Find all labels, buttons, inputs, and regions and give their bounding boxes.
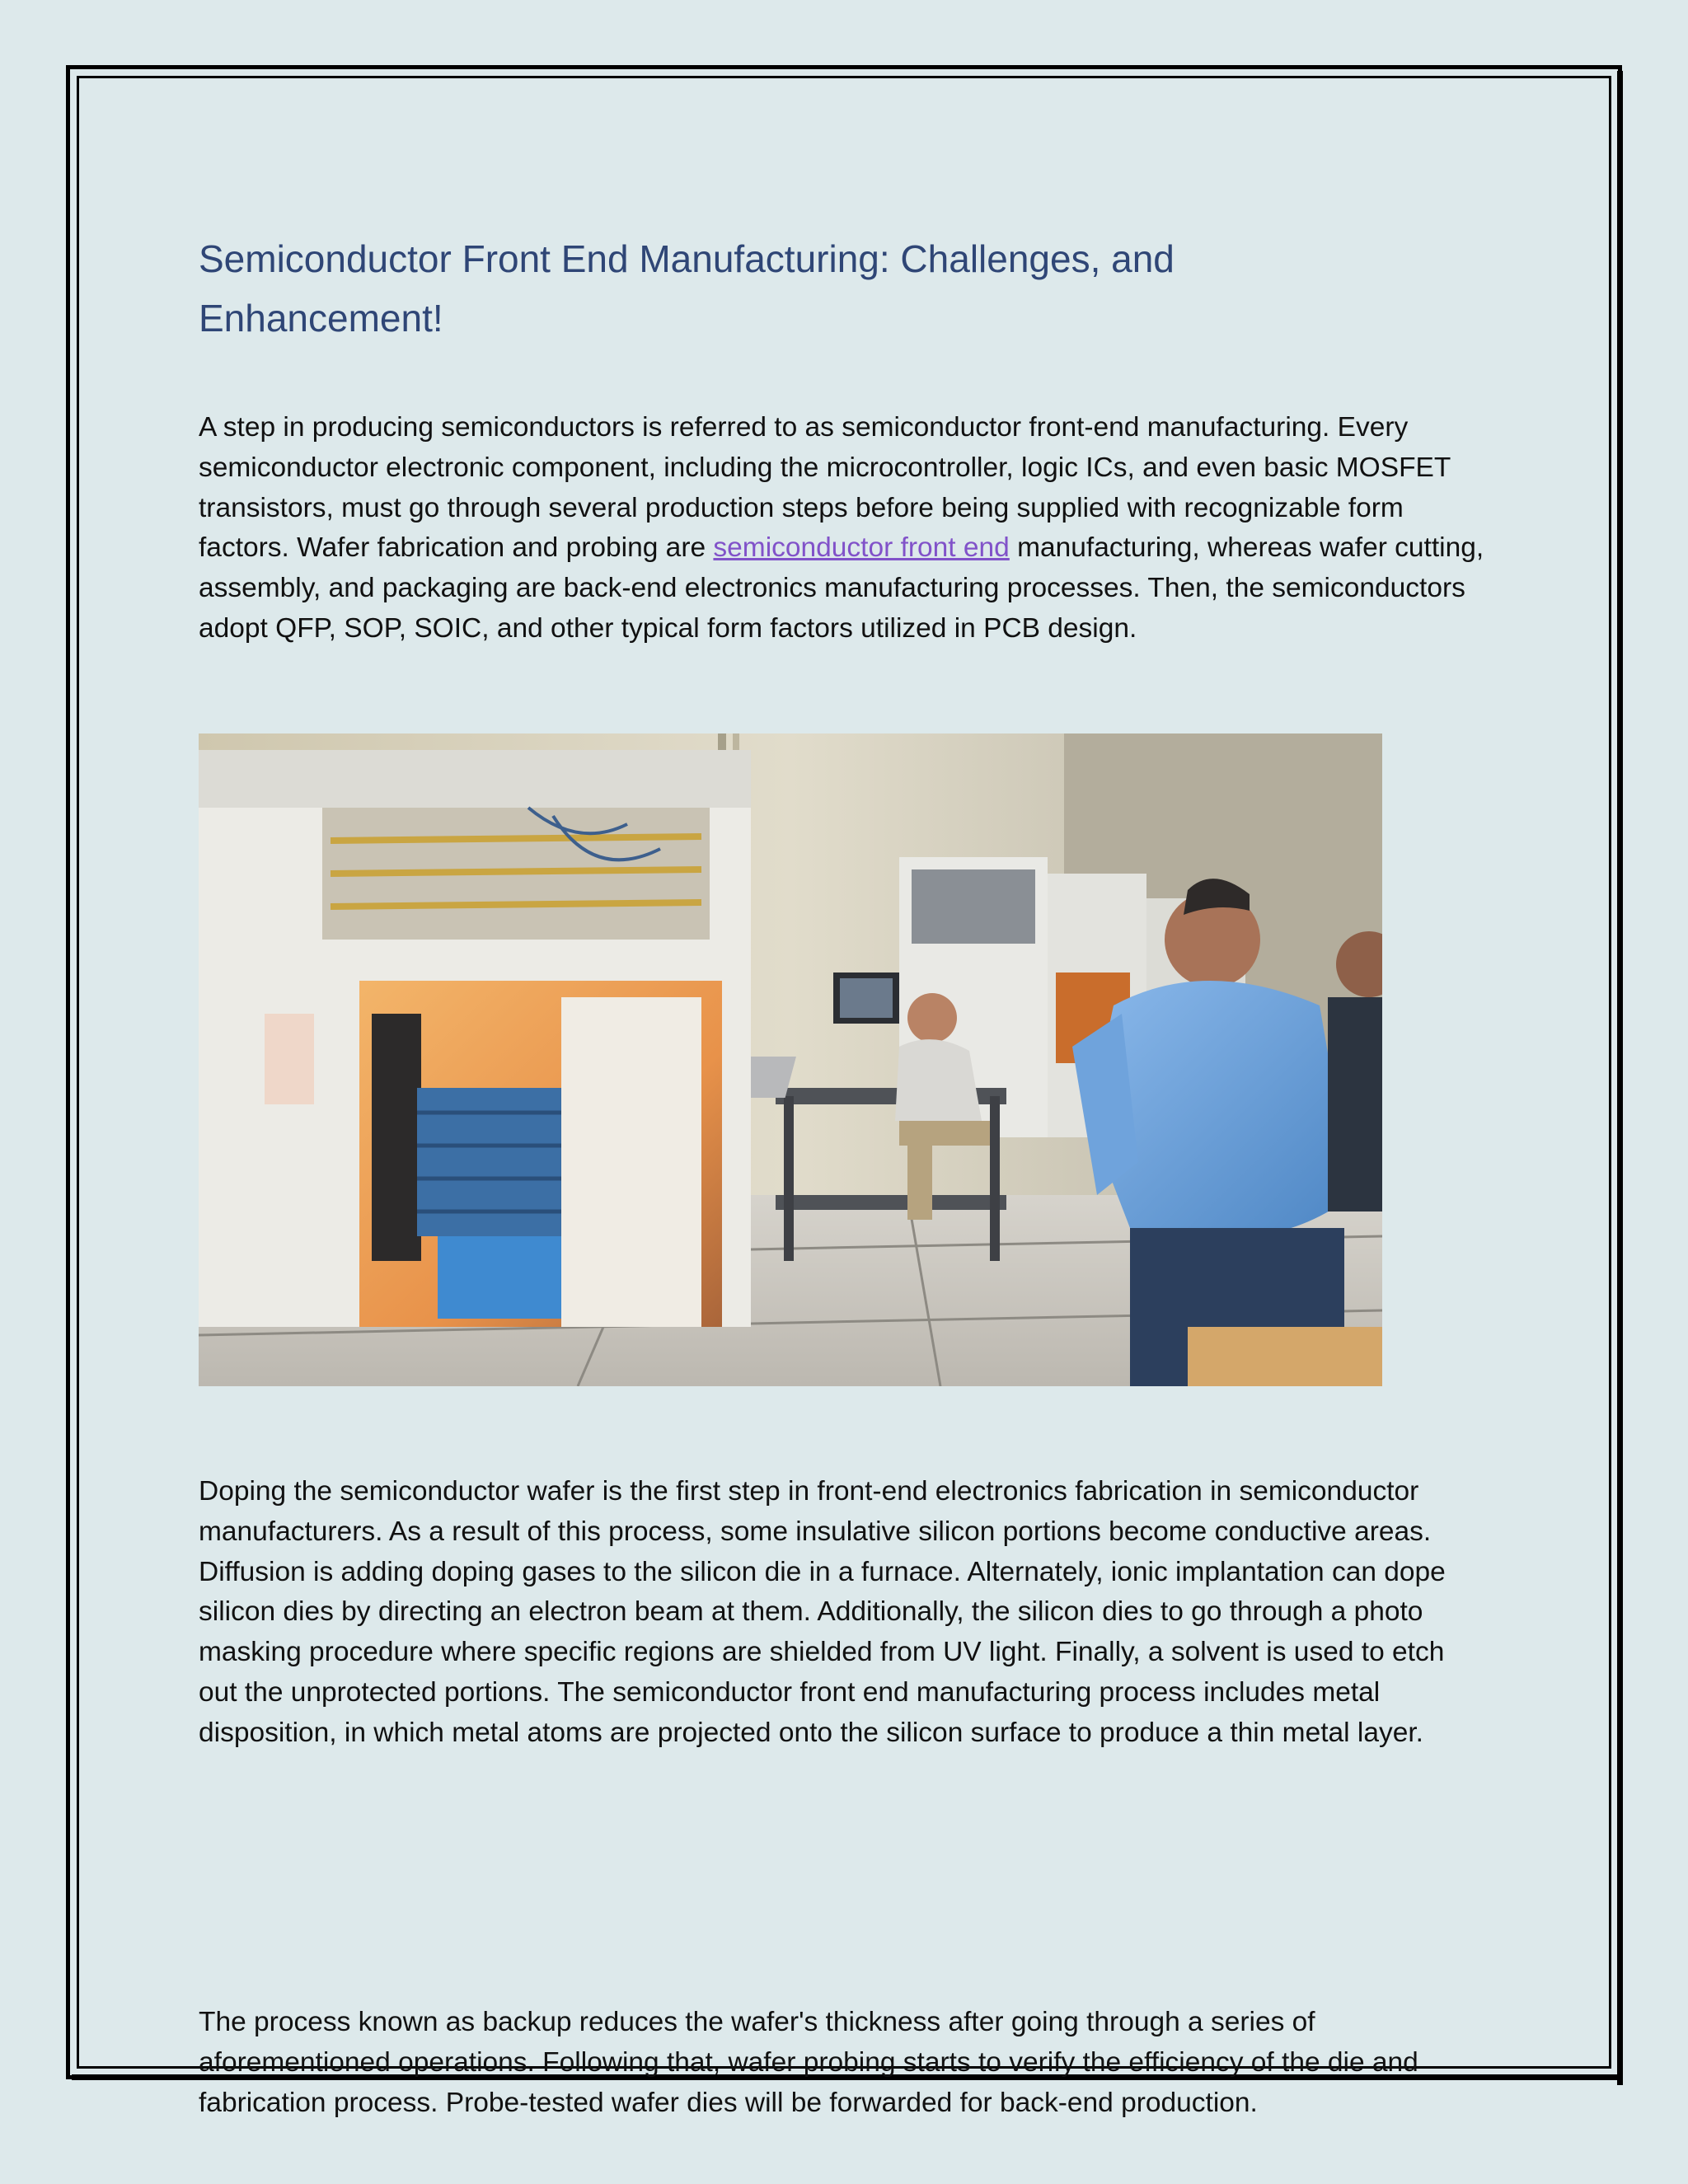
intro-text-end: manufacturing, whereas wafer cutting, assembly, and packaging are back-end electronics manufacturing processes. Then, the semiconductors adopt QFP, SOP, SOIC, and other typical form factors utilized in PCB design. xyxy=(199,532,1484,644)
backup-paragraph: The process known as backup reduces the wafer's thickness after going through a series of aforementioned operations. Following that, wafer probing starts to verify the efficiency of the die and fabrication process. Probe-tested wafer dies will be forwarded for back-end production. xyxy=(199,2007,1418,2118)
lab-photo xyxy=(199,733,1382,1386)
document-content xyxy=(199,229,1484,2118)
lab-photo-illustration xyxy=(199,733,1382,1386)
intro-paragraph xyxy=(199,408,1484,649)
page-title: Semiconductor Front End Manufacturing: Challenges, and Enhancement! xyxy=(199,237,1175,340)
semiconductor-front-end-link[interactable]: semiconductor front end xyxy=(713,532,1010,564)
intro-text-start: A step in producing semiconductors is referred to as semiconductor front-end manufacturing. Every semiconductor electronic component, including the microcontroller, logic ICs, and even basic MOSFET transistors, must go through several production steps before being supplied with recognizable form factors. Wafer fabrication and probing are xyxy=(199,412,1451,564)
doping-paragraph: Doping the semiconductor wafer is the first step in front-end electronics fabrication in semiconductor manufacturers. As a result of this process, some insulative silicon portions become conductive areas. Diffusion is adding doping gases to the silicon die in a furnace. Alternately, ionic implantation can dope silicon dies by directing an electron beam at them. Additionally, the silicon dies to go through a photo masking procedure where specific regions are shielded from UV light. Finally, a solvent is used to etch out the unprotected portions. The semiconductor front end manufacturing process includes metal disposition, in which metal atoms are projected onto the silicon surface to produce a thin metal layer. xyxy=(199,1476,1446,1748)
